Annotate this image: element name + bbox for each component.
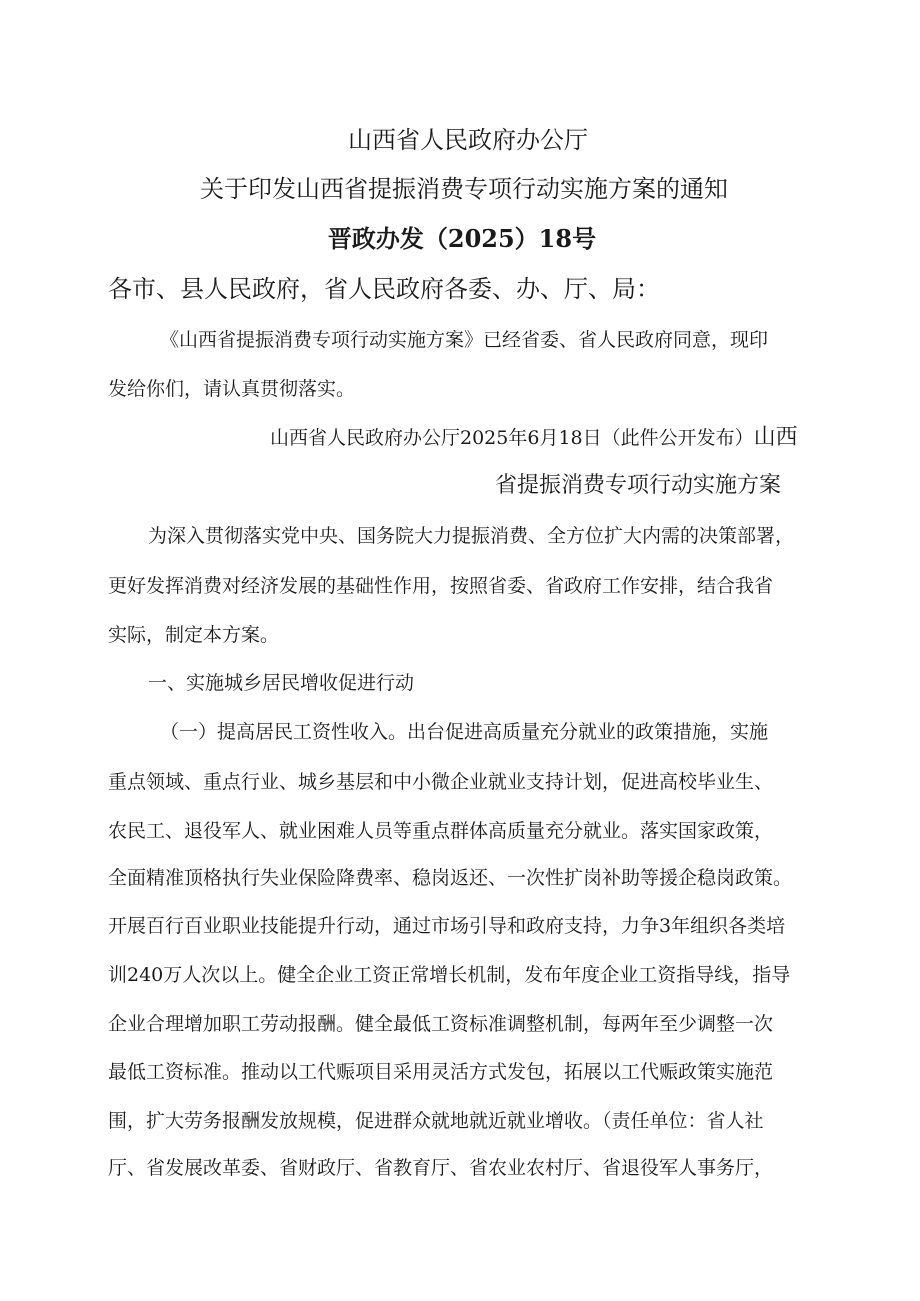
addressee: 各市、县人民政府，省人民政府各委、办、厅、局： [108,275,660,303]
item-line: （一）提高居民工资性收入。出台促进高质量充分就业的政策措施，实施 [160,721,769,743]
item-line: 企业合理增加职工劳动报酬。健全最低工资标准调整机制，每两年至少调整一次 [108,1013,774,1035]
intro-line: 实际，制定本方案。 [108,624,280,646]
doc-number: 晋政办发（2025）18号 [327,224,597,253]
item-line: 开展百行百业职业技能提升行动，通过市场引导和政府支持，力争3年组织各类培 [108,915,786,937]
item-line: 厅、省发展改革委、省财政厅、省教育厅、省农业农村厅、省退役军人事务厅， [108,1157,774,1179]
section-heading: 一、实施城乡居民增收促进行动 [148,672,415,694]
signature-tail: 山西 [753,425,798,450]
doc-subject-title: 关于印发山西省提振消费专项行动实施方案的通知 [200,175,728,203]
item-line: 围，扩大劳务报酬发放规模，促进群众就地就近就业增收。（责任单位：省人社 [108,1110,764,1132]
notice-line: 发给你们，请认真贯彻落实。 [108,378,356,400]
signature-issuer-date: 山西省人民政府办公厅2025年6月18日（此件公开发布） [270,427,754,449]
signature-line [270,425,798,451]
item-line: 农民工、退役军人、就业困难人员等重点群体高质量充分就业。落实国家政策， [108,820,774,842]
doc-issuer-title: 山西省人民政府办公厅 [348,126,588,154]
notice-line: 《山西省提振消费专项行动实施方案》已经省委、省人民政府同意，现印 [160,329,769,351]
intro-line: 为深入贯彻落实党中央、国务院大力提振消费、全方位扩大内需的决策部署， [148,525,795,547]
item-line: 重点领域、重点行业、城乡基层和中小微企业就业支持计划，促进高校毕业生、 [108,771,774,793]
item-line: 全面精准顶格执行失业保险降费率、稳岗返还、一次性扩岗补助等援企稳岗政策。 [108,867,793,889]
item-line: 最低工资标准。推动以工代赈项目采用灵活方式发包，拓展以工代赈政策实施范 [108,1061,774,1083]
plan-title: 省提振消费专项行动实施方案 [495,473,782,498]
intro-line: 更好发挥消费对经济发展的基础性作用，按照省委、省政府工作安排，结合我省 [108,575,774,597]
item-line: 训240万人次以上。健全企业工资正常增长机制，发布年度企业工资指导线，指导 [108,964,791,986]
